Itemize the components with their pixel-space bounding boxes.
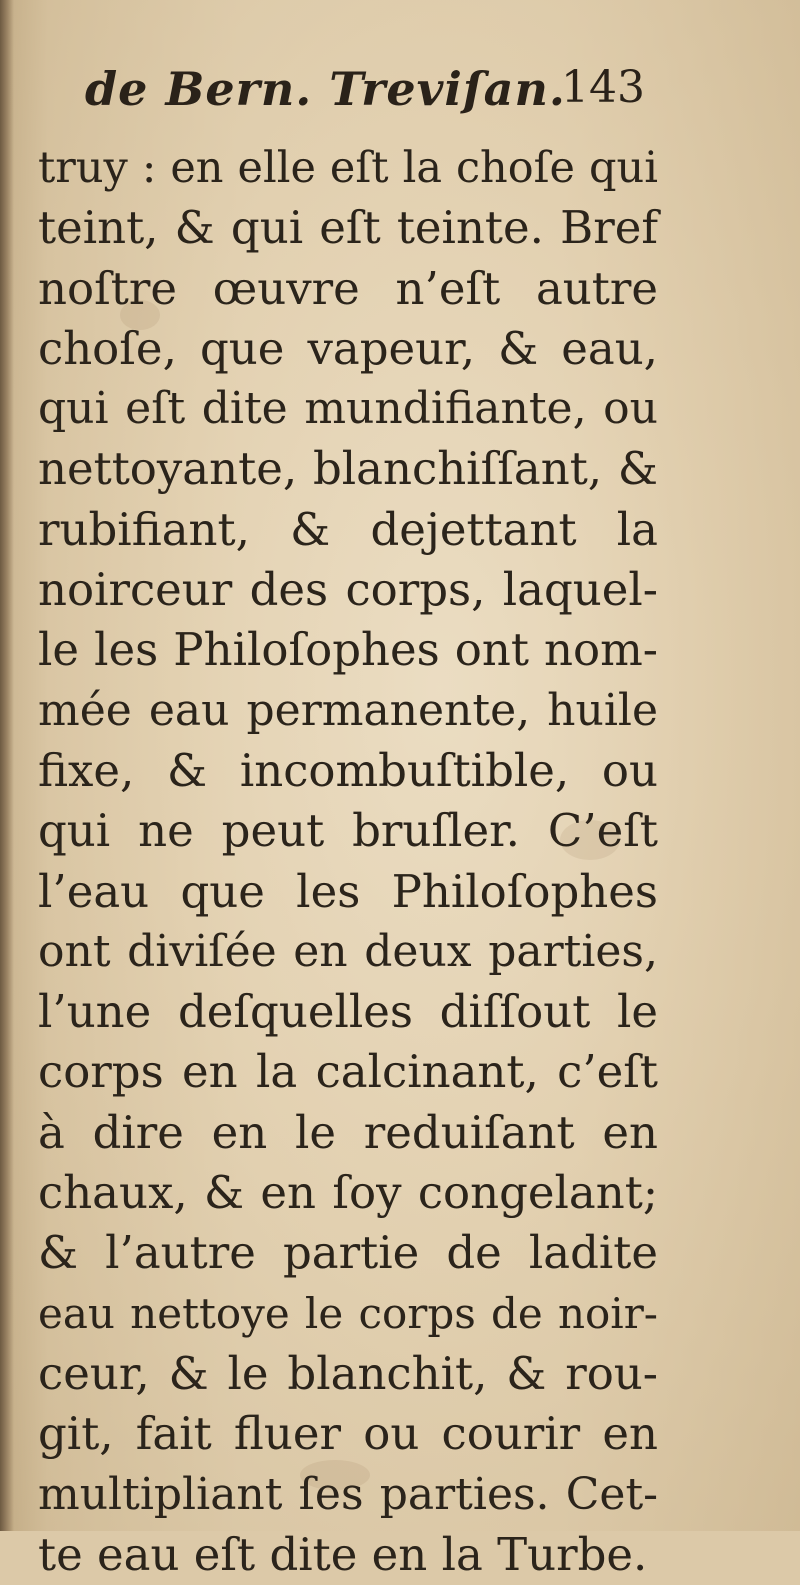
page-gutter <box>0 0 14 1531</box>
text-line: mée eau permanente, huile <box>38 684 658 736</box>
running-head: de Bern. Treviſan. <box>85 62 566 116</box>
text-line: fixe, & incombuſtible, ou <box>38 743 658 797</box>
text-line: noſtre œuvre n’eſt autre <box>38 261 658 315</box>
text-line: teint, & qui eſt teinte. Bref <box>38 201 658 255</box>
text-line: l’eau que les Philoſophes <box>38 864 658 918</box>
text-line: eau nettoye le corps de noir- <box>38 1288 658 1338</box>
body-text <box>38 138 658 1585</box>
text-line: corps en la calcinant, c’eſt <box>38 1045 658 1099</box>
text-line: truy : en elle eſt la choſe qui <box>38 143 658 193</box>
text-line: rubifiant, & dejettant la <box>38 502 658 556</box>
text-line: à dire en le reduiſant en <box>38 1105 658 1159</box>
text-line: noirceur des corps, laquel- <box>38 563 658 617</box>
page-header <box>85 62 645 132</box>
text-line: chaux, & en ſoy congelant; <box>38 1166 658 1220</box>
text-line: git, fait fluer ou courir en <box>38 1407 658 1461</box>
text-line: qui eſt dite mundifiante, ou <box>38 383 658 435</box>
text-line: nettoyante, blanchiſſant, & <box>38 442 658 496</box>
text-line: qui ne peut bruſler. C’eſt <box>38 804 658 858</box>
text-line: te eau eſt dite en la Turbe. <box>38 1527 648 1581</box>
text-line: & l’autre partie de ladite <box>38 1226 658 1280</box>
text-line: multipliant ſes parties. Cet- <box>38 1468 658 1520</box>
text-line: le les Philoſophes ont nom- <box>38 623 658 677</box>
text-line: ceur, & le blanchit, & rou- <box>38 1346 658 1400</box>
text-line: ont diviſée en deux parties, <box>38 925 658 977</box>
text-line: l’une deſquelles diſſout le <box>38 985 658 1039</box>
page-number: 143 <box>561 62 645 113</box>
text-line: choſe, que vapeur, & eau, <box>38 321 658 375</box>
